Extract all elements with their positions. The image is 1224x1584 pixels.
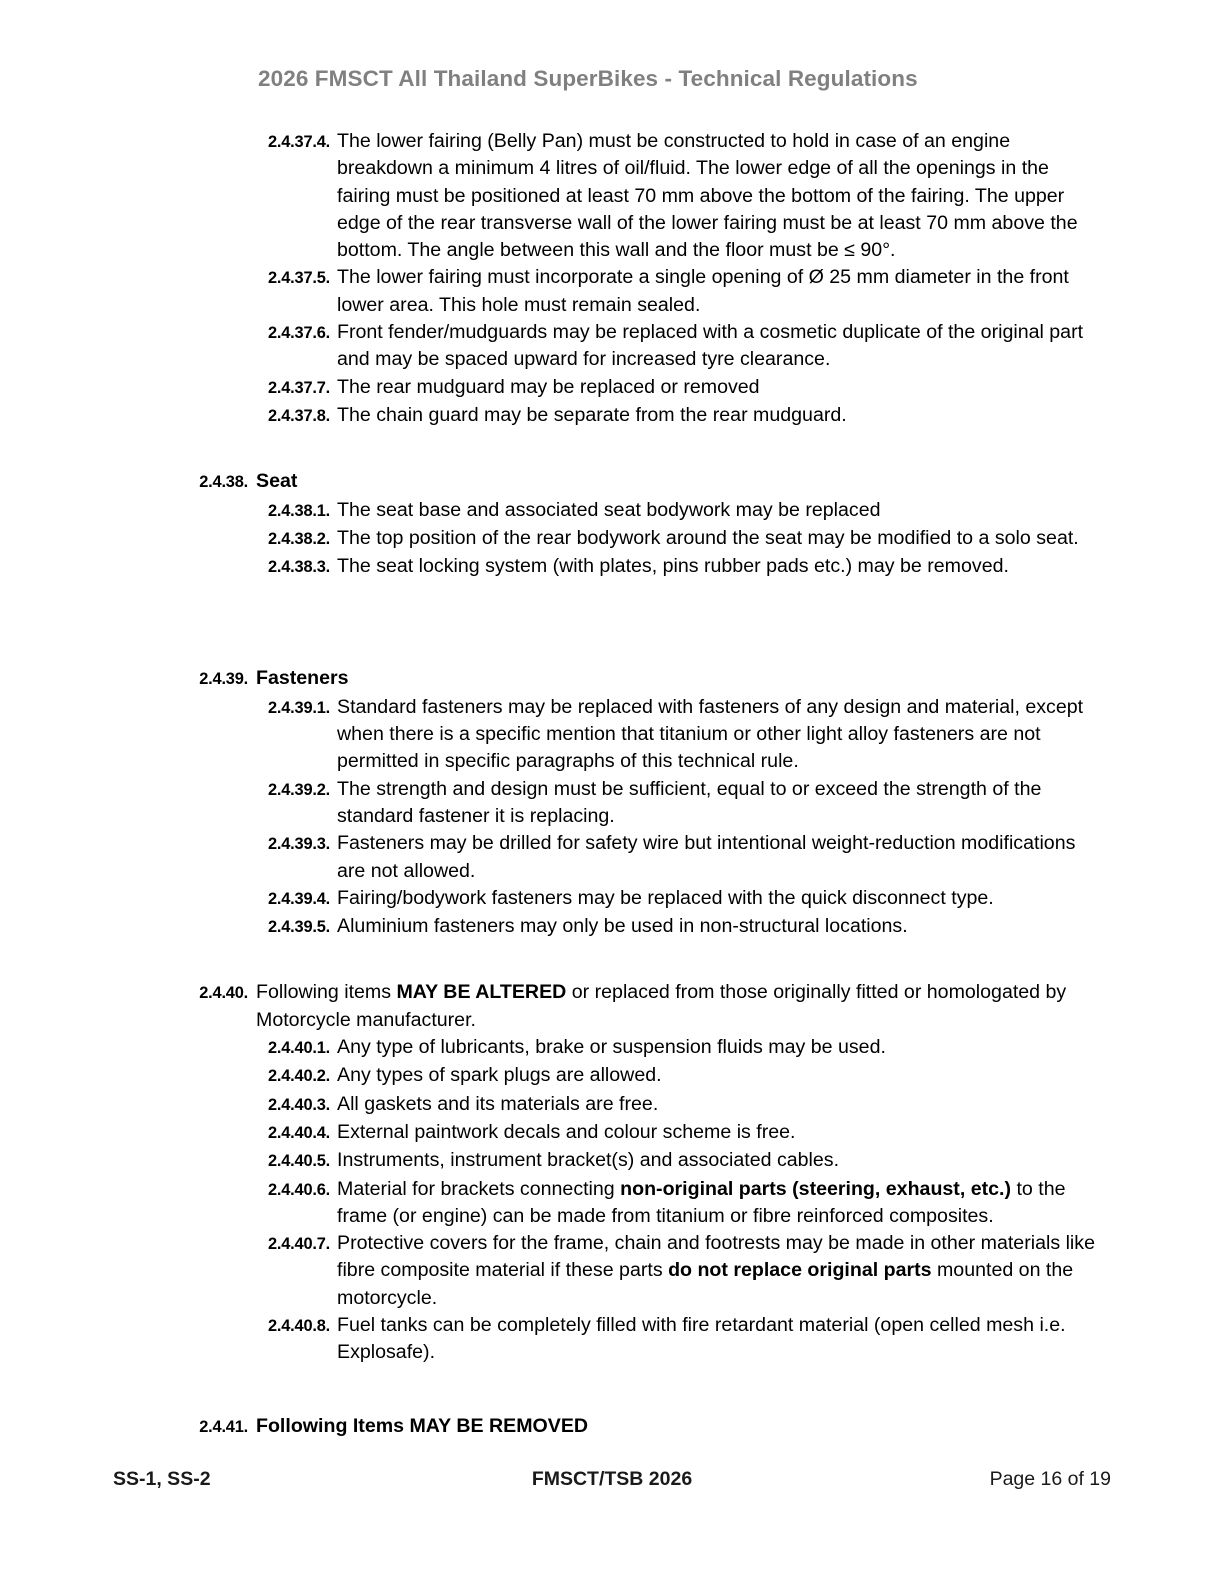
clause-number: 2.4.39.5.	[268, 918, 330, 937]
clause-text-part: mounted on the motorcycle.	[337, 1259, 1074, 1309]
clause-2-4-39-4	[0, 885, 1224, 913]
clause-text	[256, 979, 1094, 1034]
clause-text: All gaskets and its materials are free.	[337, 1092, 659, 1115]
clause-2-4-39-1	[0, 694, 1224, 776]
section-heading-may-be-removed: Following Items MAY BE REMOVED	[256, 1414, 589, 1437]
clause-text: The lower fairing must incorporate a single opening of Ø 25 mm diameter in the front lower area. This hole must remain sealed.	[337, 266, 1069, 316]
clause-text: Fuel tanks can be completely filled with fire retardant material (open celled mesh i.e. Explosafe).	[337, 1313, 1066, 1364]
clause-2-4-39-5	[0, 913, 1224, 941]
clause-number: 2.4.38.	[199, 473, 248, 492]
clause-text-part: Protective covers for the frame, chain and footrests may be made in other materials like fibre composite material if these parts	[337, 1232, 1095, 1282]
clause-text: Instruments, instrument bracket(s) and associated cables.	[337, 1149, 840, 1172]
clause-text: The top position of the rear bodywork around the seat may be modified to a solo seat.	[337, 526, 1079, 549]
clause-2-4-37-8	[0, 402, 1224, 430]
clause-number: 2.4.40.3.	[268, 1095, 330, 1114]
clause-text-part: Following items	[256, 981, 397, 1004]
clause-text: External paintwork decals and colour scheme is free.	[337, 1120, 796, 1143]
clause-text: Standard fasteners may be replaced with fasteners of any design and material, except when there is a specific mention that titanium or other light alloy fasteners are not permitted in specific paragraphs of this technical rule.	[337, 695, 1084, 773]
footer-class-codes: SS-1, SS-2	[113, 1468, 211, 1490]
clause-2-4-37-6	[0, 319, 1224, 374]
page-footer	[0, 1468, 1224, 1508]
clause-2-4-38-heading	[0, 468, 1224, 496]
clause-text-part: or replaced from those originally fitted or homologated by Motorcycle manufacturer.	[256, 981, 1067, 1031]
clause-number: 2.4.37.7.	[268, 378, 330, 397]
clause-2-4-40	[0, 979, 1224, 1034]
clause-2-4-41-heading	[0, 1413, 1224, 1441]
clause-2-4-39-2	[0, 776, 1224, 831]
clause-2-4-38-1	[0, 497, 1224, 525]
clause-text: Fasteners may be drilled for safety wire but intentional weight-reduction modifications are not allowed.	[337, 832, 1076, 882]
clause-number: 2.4.39.3.	[268, 835, 330, 854]
clause-text	[337, 1230, 1097, 1312]
footer-page-number: Page 16 of 19	[989, 1468, 1111, 1490]
clause-text: Front fender/mudguards may be replaced with a cosmetic duplicate of the original part and may be spaced upward for increased tyre clearance.	[337, 321, 1084, 371]
clause-number: 2.4.40.2.	[268, 1067, 330, 1086]
clause-text: The lower fairing (Belly Pan) must be constructed to hold in case of an engine breakdown a minimum 4 litres of oil/fluid. The lower edge of all the openings in the fairing must be positioned at least 70 mm above the bottom of the fairing. The upper edge of the rear transverse wall of the lower fairing must be at least 70 mm above the bottom. The angle between this wall and the floor must be ≤ 90°.	[337, 130, 1078, 262]
clause-text: The strength and design must be sufficient, equal to or exceed the strength of the standard fastener it is replacing.	[337, 777, 1042, 827]
section-spacer	[0, 627, 1224, 665]
clause-2-4-40-3	[0, 1091, 1224, 1119]
clause-number: 2.4.40.7.	[268, 1235, 330, 1254]
clause-2-4-37-5	[0, 264, 1224, 319]
clause-2-4-40-5	[0, 1147, 1224, 1175]
clause-text: The seat base and associated seat bodywork may be replaced	[337, 498, 881, 521]
clause-number: 2.4.39.4.	[268, 889, 330, 908]
clause-number: 2.4.40.8.	[268, 1316, 330, 1335]
document-body	[0, 128, 1224, 1441]
clause-2-4-40-2	[0, 1062, 1224, 1090]
clause-text: The chain guard may be separate from the rear mudguard.	[337, 403, 847, 426]
clause-2-4-38-2	[0, 525, 1224, 553]
clause-number: 2.4.39.1.	[268, 698, 330, 717]
section-spacer	[0, 581, 1224, 627]
clause-number: 2.4.38.2.	[268, 529, 330, 548]
clause-number: 2.4.38.1.	[268, 501, 330, 520]
clause-2-4-37-7	[0, 374, 1224, 402]
clause-text: Aluminium fasteners may only be used in non-structural locations.	[337, 915, 908, 938]
clause-text-part: to the frame (or engine) can be made from titanium or fibre reinforced composites.	[337, 1177, 1066, 1227]
clause-2-4-39-3	[0, 830, 1224, 885]
clause-2-4-40-8	[0, 1312, 1224, 1367]
footer-document-code: FMSCT/TSB 2026	[531, 1468, 693, 1490]
clause-text-emphasis: non-original parts (steering, exhaust, etc.)	[620, 1177, 1012, 1200]
clause-number: 2.4.40.4.	[268, 1123, 330, 1142]
clause-text: The rear mudguard may be replaced or removed	[337, 375, 760, 398]
clause-2-4-39-heading	[0, 665, 1224, 693]
clause-number: 2.4.37.6.	[268, 324, 330, 343]
clause-text-emphasis: do not replace original parts	[668, 1259, 932, 1282]
clause-text: Any types of spark plugs are allowed.	[337, 1064, 662, 1087]
clause-number: 2.4.40.5.	[268, 1152, 330, 1171]
clause-2-4-40-6	[0, 1176, 1224, 1231]
clause-number: 2.4.40.1.	[268, 1039, 330, 1058]
clause-number: 2.4.40.6.	[268, 1180, 330, 1199]
clause-number: 2.4.37.5.	[268, 269, 330, 288]
section-spacer	[0, 1367, 1224, 1413]
clause-text: Fairing/bodywork fasteners may be replaced with the quick disconnect type.	[337, 886, 994, 909]
clause-number: 2.4.38.3.	[268, 558, 330, 577]
page-header-title: 2026 FMSCT All Thailand SuperBikes - Technical Regulations	[258, 66, 918, 91]
clause-text-part: Material for brackets connecting	[337, 1177, 621, 1200]
clause-2-4-40-4	[0, 1119, 1224, 1147]
section-spacer	[0, 430, 1224, 468]
clause-text: The seat locking system (with plates, pins rubber pads etc.) may be removed.	[337, 555, 1009, 578]
clause-text	[337, 1176, 1097, 1231]
clause-number: 2.4.39.	[199, 670, 248, 689]
clause-2-4-37-4	[0, 128, 1224, 264]
clause-2-4-38-3	[0, 553, 1224, 581]
section-spacer	[0, 941, 1224, 979]
clause-number: 2.4.37.8.	[268, 406, 330, 425]
clause-text-emphasis: MAY BE ALTERED	[396, 981, 567, 1004]
section-heading-seat: Seat	[256, 470, 298, 493]
clause-number: 2.4.37.4.	[268, 133, 330, 151]
clause-number: 2.4.40.	[199, 984, 248, 1003]
section-heading-fasteners: Fasteners	[256, 667, 349, 690]
clause-number: 2.4.39.2.	[268, 780, 330, 799]
clause-number: 2.4.41.	[199, 1417, 248, 1436]
clause-2-4-40-1	[0, 1034, 1224, 1062]
clause-text: Any type of lubricants, brake or suspension fluids may be used.	[337, 1036, 886, 1059]
clause-2-4-40-7	[0, 1230, 1224, 1312]
